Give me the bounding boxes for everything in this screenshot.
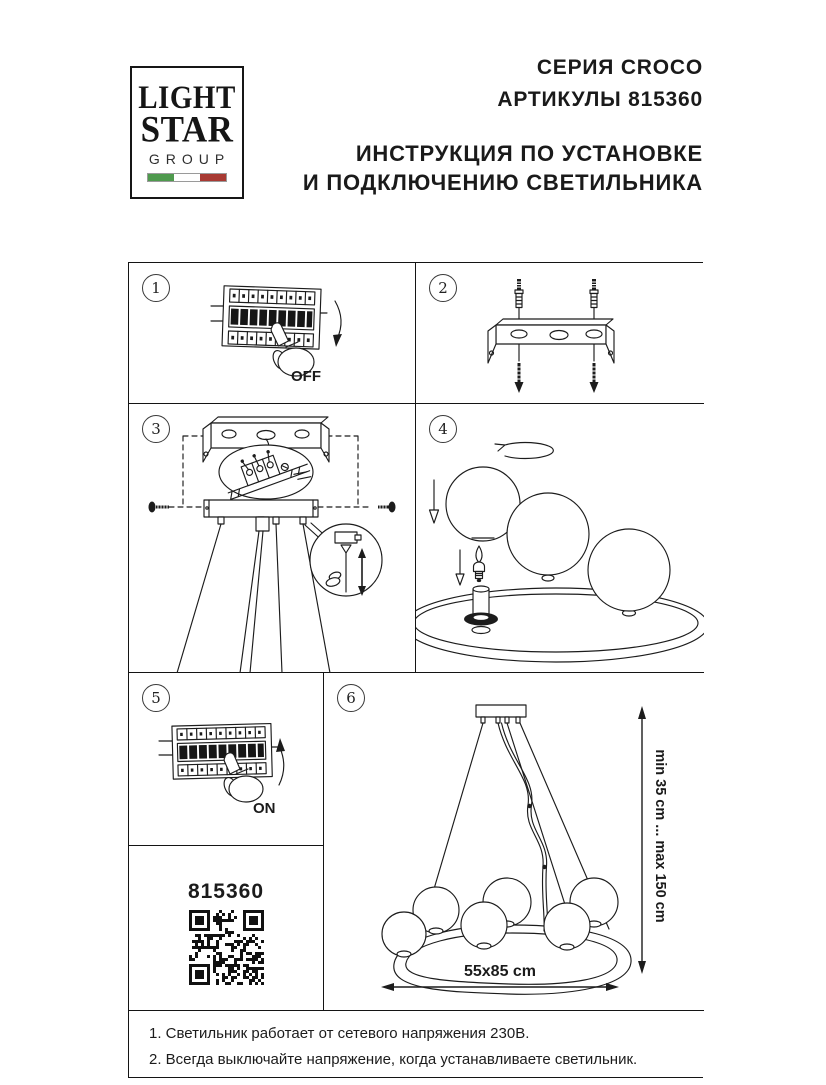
step-1-panel — [129, 263, 416, 404]
header — [303, 56, 703, 197]
step-6-badge: 6 — [337, 684, 365, 712]
glass-globe — [507, 493, 589, 575]
step-1-illustration — [129, 263, 416, 404]
logo-word-light: LIGHT — [138, 80, 236, 116]
mounting-bracket — [488, 319, 614, 363]
instruction-title-line2: И ПОДКЛЮЧЕНИЮ СВЕТИЛЬНИКА — [302, 170, 703, 195]
italian-flag-stripe — [148, 174, 226, 181]
step-3-illustration — [129, 404, 416, 673]
step-4-illustration — [416, 404, 704, 673]
on-label: ON — [253, 800, 276, 817]
glass-globe — [588, 529, 670, 611]
height-dimension — [638, 706, 668, 974]
flag-white-segment — [174, 174, 200, 181]
qr-code — [129, 846, 324, 1011]
article-qr-panel — [129, 846, 324, 1011]
height-dimension-label: min 35 cm ... max 150 cm — [652, 749, 668, 923]
note-2: 2. Всегда выключайте напряжение, когда устанавливаете светильник. — [149, 1051, 638, 1068]
step-5-panel — [129, 673, 324, 846]
lightstar-logo — [130, 66, 244, 199]
logo-word-star: STAR — [140, 109, 234, 150]
steps-grid — [128, 262, 703, 1078]
notes-panel — [129, 1011, 704, 1077]
screw-icon — [515, 363, 599, 393]
lamp-socket — [464, 586, 498, 634]
step-1-badge: 1 — [142, 274, 170, 302]
suspension-cables — [177, 524, 330, 673]
step-2-panel — [416, 263, 704, 404]
step-6-illustration — [324, 673, 704, 1011]
qr-modules — [189, 910, 264, 985]
step-6-panel — [324, 673, 704, 1011]
ceiling-plate — [476, 705, 526, 723]
width-dimension — [381, 963, 619, 991]
step-3-badge: 3 — [142, 415, 170, 443]
instruction-title — [303, 139, 703, 197]
ring-frame — [416, 588, 704, 662]
rotate-arrow-icon — [495, 443, 553, 459]
ring-frame — [394, 925, 631, 994]
step-2-badge: 2 — [429, 274, 457, 302]
step-4-badge: 4 — [429, 415, 457, 443]
series-title: СЕРИЯ CROCO — [536, 56, 703, 79]
cable-adjuster-detail — [310, 524, 382, 596]
article-number-title: АРТИКУЛЫ 815360 — [497, 88, 703, 111]
up-arrow-icon — [279, 748, 284, 785]
wall-anchor-icon — [515, 279, 598, 308]
step-2-illustration — [416, 263, 704, 404]
step-4-panel — [416, 404, 704, 673]
candle-bulb-icon — [474, 546, 485, 582]
step-5-badge: 5 — [142, 684, 170, 712]
note-1: 1. Светильник работает от сетевого напряжения 230В. — [149, 1025, 530, 1042]
down-arrow-icon — [335, 301, 341, 339]
flag-green-segment — [148, 174, 174, 181]
instruction-title-line1: ИНСТРУКЦИЯ ПО УСТАНОВКЕ — [355, 141, 703, 166]
ceiling-canopy — [204, 500, 318, 531]
off-label: OFF — [291, 368, 321, 385]
logo-word-group: GROUP — [148, 151, 231, 167]
flag-red-segment — [200, 174, 226, 181]
step-3-panel — [129, 404, 416, 673]
width-dimension-label: 55x85 cm — [463, 963, 537, 980]
article-number: 815360 — [187, 880, 265, 903]
glass-globes — [382, 878, 618, 957]
